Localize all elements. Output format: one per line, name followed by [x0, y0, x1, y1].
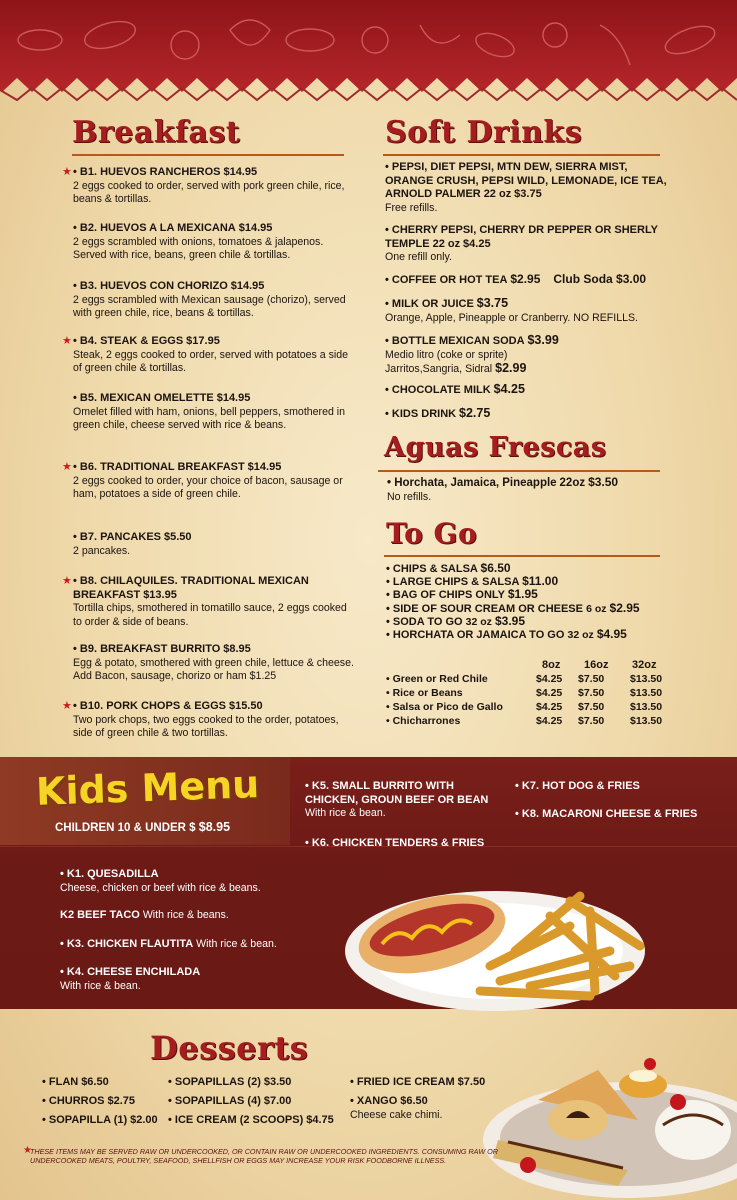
breakfast-item: [73, 335, 358, 376]
to-go-item-price: $11.00: [522, 574, 559, 589]
breakfast-item: [73, 700, 358, 741]
aguas-title: Aguas Frescas: [384, 432, 607, 463]
dessert-item-price: $2.75: [107, 1095, 136, 1107]
dessert-item-price: $4.75: [306, 1114, 334, 1126]
drink-name: • CHOCOLATE MILK: [385, 384, 491, 396]
breakfast-item-desc: Omelet filled with ham, onions, bell peppers, smothered in green chile, cheese served with rice & beans.: [73, 405, 346, 432]
kids-item-desc: With rice & bean.: [196, 938, 277, 950]
breakfast-item-price: $14.95: [223, 166, 258, 178]
drink-name: • CHERRY PEPSI, CHERRY DR PEPPER OR SHERLY TEMPLE: [385, 224, 658, 250]
drink-name: • COFFEE OR HOT TEA: [385, 274, 508, 286]
breakfast-item: [73, 166, 358, 207]
to-go-item-size: 6 oz: [586, 602, 607, 615]
to-go-size-table: [386, 658, 670, 728]
drink-desc: Free refills.: [385, 201, 438, 214]
breakfast-item-desc: Two pork chops, two eggs cooked to the order, potatoes, side of green chile & two tortillas.: [73, 713, 339, 740]
to-go-item-price: $1.95: [507, 587, 538, 602]
drink-price: $4.25: [463, 237, 491, 250]
breakfast-item-name: • B7. PANCAKES: [73, 531, 161, 543]
kids-item-name: • K3. CHICKEN FLAUTITA: [60, 938, 194, 950]
to-go-item-price: $3.95: [494, 613, 526, 628]
size-price-row: [386, 686, 670, 700]
breakfast-item-price: $14.95: [247, 461, 282, 473]
size-row-name: • Green or Red Chile: [386, 673, 488, 685]
size-price-row: [386, 700, 670, 714]
breakfast-item-price: $14.95: [216, 392, 251, 404]
breakfast-item-desc: Tortilla chips, smothered in tomatillo sauce, 2 eggs cooked to order & side of beans.: [73, 602, 347, 628]
breakfast-item-desc: 2 pancakes.: [73, 544, 131, 557]
raw-warning-star: ★: [62, 461, 72, 473]
breakfast-item-name: • B3. HUEVOS CON CHORIZO: [73, 280, 228, 292]
kids-item-name: • K5. SMALL BURRITO WITH CHICKEN, GROUN BEEF OR BEAN: [305, 780, 489, 806]
size-header-row: [386, 658, 670, 672]
size-row-price: $7.50: [578, 687, 605, 699]
desserts-title: Desserts: [150, 1029, 309, 1067]
drink-extra: Club Soda $3.00: [553, 272, 647, 286]
drink-name: • BOTTLE MEXICAN SODA: [385, 335, 525, 347]
aguas-price: $3.50: [588, 475, 619, 489]
to-go-item-size: 32 oz: [465, 615, 492, 628]
breakfast-item-price: $13.95: [143, 588, 177, 601]
drink-desc: One refill only.: [385, 251, 452, 264]
dessert-item-name: • ICE CREAM (2 SCOOPS): [168, 1114, 304, 1126]
breakfast-item-price: $14.95: [230, 280, 265, 292]
breakfast-item-price: $14.95: [238, 222, 273, 234]
dessert-item-name: • FLAN: [42, 1076, 79, 1088]
size-row-price: $13.50: [630, 687, 663, 699]
kids-item-name: • K6. CHICKEN TENDERS & FRIES: [305, 837, 485, 849]
size-header: 32oz: [632, 659, 657, 671]
raw-warning-star: ★: [62, 700, 72, 712]
drink-price: $2.95: [510, 272, 541, 286]
to-go-item-price: $6.50: [480, 561, 511, 575]
size-header: 8oz: [542, 659, 561, 671]
breakfast-item: [73, 575, 358, 629]
breakfast-title: Breakfast: [72, 115, 241, 150]
aguas-size: 22oz: [559, 477, 586, 489]
breakfast-item: [73, 531, 358, 558]
dessert-item-name: • CHURROS: [42, 1095, 105, 1107]
raw-warning-star: ★: [62, 335, 72, 347]
dessert-item-price: $6.50: [400, 1095, 428, 1107]
size-row-price: $4.25: [536, 673, 563, 685]
dessert-item: [42, 1114, 158, 1128]
breakfast-item-name: • B5. MEXICAN OMELETTE: [73, 392, 214, 404]
dessert-item: [42, 1095, 135, 1109]
size-row-price: $13.50: [630, 701, 663, 713]
breakfast-item-price: $15.50: [228, 700, 263, 712]
breakfast-rule: [72, 154, 344, 156]
breakfast-item-price: $8.95: [223, 643, 251, 655]
drink-name: • KIDS DRINK: [385, 408, 457, 420]
breakfast-item: [73, 461, 358, 502]
size-row-name: • Rice or Beans: [386, 687, 463, 699]
dessert-item-name: • SOPAPILLAS (4): [168, 1095, 261, 1107]
kids-item-desc: With rice & bean.: [60, 979, 141, 992]
dessert-item-desc: Cheese cake chimi.: [350, 1108, 443, 1121]
drink-size: 22 oz: [432, 237, 461, 250]
drink-desc: Medio litro (coke or sprite): [385, 348, 508, 361]
drink-item: [385, 407, 685, 422]
breakfast-item-desc: 2 eggs cooked to order, your choice of bacon, sausage or ham, potatoes a side of green chile.: [73, 474, 343, 501]
dessert-item: [168, 1114, 334, 1128]
dessert-item-name: • FRIED ICE CREAM: [350, 1076, 455, 1088]
kids-item: [60, 938, 320, 952]
breakfast-item: [73, 643, 358, 684]
to-go-item: [386, 588, 538, 602]
size-row-price: $13.50: [630, 673, 663, 685]
size-row-price: $13.50: [630, 715, 663, 727]
breakfast-item: [73, 392, 358, 433]
kids-item-name: • K8. MACARONI CHEESE & FRIES: [515, 808, 698, 820]
aguas-desc: No refills.: [387, 490, 432, 503]
to-go-item-name: • LARGE CHIPS & SALSA: [386, 576, 520, 589]
drink-item: [385, 273, 685, 288]
dessert-item-name: • SOPAPILLA (1): [42, 1114, 128, 1126]
breakfast-item-name: • B6. TRADITIONAL BREAKFAST: [73, 461, 245, 473]
drink-price: $3.75: [476, 296, 509, 310]
soft-drinks-title: Soft Drinks: [385, 115, 583, 150]
aguas-item: [387, 476, 677, 504]
drink-name: • PEPSI, DIET PEPSI, MTN DEW, SIERRA MIST, ORANGE CRUSH, PEPSI WILD, LEMONADE, ICE TEA, ARNOLD PALMER: [385, 161, 667, 201]
size-row-price: $4.25: [536, 701, 563, 713]
dessert-item-price: $6.50: [81, 1076, 109, 1088]
size-price-row: [386, 672, 670, 686]
size-row-price: $4.25: [536, 715, 563, 727]
dessert-item-name: • XANGO: [350, 1095, 398, 1107]
breakfast-item: [73, 280, 358, 321]
kids-item: [60, 909, 320, 923]
raw-warning-star: ★: [62, 166, 72, 178]
kids-subtitle-price: $8.95: [198, 820, 231, 834]
desserts-image: [478, 1040, 737, 1200]
dessert-item: [42, 1076, 109, 1090]
to-go-item: [386, 615, 525, 629]
breakfast-item-name: • B1. HUEVOS RANCHEROS: [73, 166, 221, 178]
raw-warning-star: ★: [62, 575, 72, 587]
to-go-item-price: $2.95: [609, 600, 640, 615]
size-row-price: $4.25: [536, 687, 563, 699]
size-row-price: $7.50: [578, 701, 605, 713]
breakfast-item-desc: 2 eggs cooked to order, served with pork green chile, rice, beans & tortillas.: [73, 179, 345, 206]
dessert-item: [350, 1076, 485, 1090]
kids-item: [60, 868, 320, 895]
breakfast-item-desc: Egg & potato, smothered with green chile, lettuce & cheese. Add Bacon, sausage, chorizo or ham $1.25: [73, 656, 354, 683]
size-row-name: • Salsa or Pico de Gallo: [386, 701, 503, 713]
kids-subtitle-text: CHILDREN 10 & UNDER $: [55, 822, 196, 834]
to-go-item: [386, 562, 511, 576]
drink-price: $4.25: [493, 382, 525, 396]
soft-drinks-rule: [383, 154, 660, 156]
size-price-row: [386, 714, 670, 728]
drink-item: [385, 224, 675, 265]
breakfast-item-name: • B8. CHILAQUILES. TRADITIONAL MEXICAN BREAKFAST: [73, 575, 309, 601]
drink-desc-2: Jarritos,Sangria, Sidral: [385, 363, 493, 376]
dessert-item: [168, 1076, 291, 1090]
breakfast-item: [73, 222, 358, 263]
kids-subtitle: [55, 820, 230, 834]
to-go-item-name: • HORCHATA OR JAMAICA TO GO: [386, 629, 565, 641]
dessert-item-price: $7.50: [457, 1076, 486, 1088]
to-go-item-name: • BAG OF CHIPS ONLY: [386, 589, 505, 602]
dessert-item-price: $3.50: [263, 1076, 292, 1088]
dessert-item: [168, 1095, 291, 1109]
dessert-item-name: • SOPAPILLAS (2): [168, 1076, 261, 1088]
to-go-item: [386, 628, 627, 642]
drink-size: 22 oz: [483, 188, 512, 201]
kids-item-name: • K7. HOT DOG & FRIES: [515, 780, 640, 792]
breakfast-item-name: • B10. PORK CHOPS & EGGS: [73, 700, 226, 712]
size-row-name: • Chicharrones: [386, 715, 461, 727]
breakfast-item-desc: 2 eggs scrambled with onions, tomatoes & jalapenos. Served with rice, beans, green chile & tortillas.: [73, 235, 324, 262]
dessert-item-price: $7.00: [263, 1095, 292, 1107]
kids-item: [305, 837, 510, 851]
size-row-price: $7.50: [578, 673, 605, 685]
breakfast-item-desc: Steak, 2 eggs cooked to order, served with potatoes a side of green chile & tortillas.: [73, 348, 349, 375]
kids-item-desc: With rice & bean.: [305, 807, 386, 820]
dessert-item: [350, 1095, 442, 1122]
drink-name: • MILK OR JUICE: [385, 298, 474, 310]
drink-price: $3.75: [514, 188, 542, 201]
aguas-name: • Horchata, Jamaica, Pineapple: [387, 477, 557, 489]
breakfast-item-name: • B4. STEAK & EGGS: [73, 335, 184, 347]
drink-desc: Orange, Apple, Pineapple or Cranberry. NO REFILLS.: [385, 311, 639, 324]
aguas-rule: [378, 470, 660, 472]
breakfast-item-name: • B9. BREAKFAST BURRITO: [73, 643, 221, 655]
kids-item-name: • K4. CHEESE ENCHILADA: [60, 966, 201, 978]
dessert-item-price: $2.00: [130, 1114, 158, 1126]
disclaimer-star: ★: [23, 1145, 32, 1156]
to-go-item-name: • SODA TO GO: [386, 615, 463, 628]
to-go-title: To Go: [386, 517, 478, 550]
drink-item: [385, 161, 675, 215]
kids-menu-title: Kids Menu: [35, 762, 260, 814]
kids-item: [305, 780, 510, 821]
to-go-rule: [384, 555, 660, 557]
drink-item: [385, 383, 685, 398]
size-row-price: $7.50: [578, 715, 605, 727]
kids-item: [60, 966, 320, 993]
breakfast-item-price: $5.50: [163, 531, 192, 543]
drink-item: [385, 334, 685, 377]
drink-price: $3.99: [527, 333, 559, 347]
kids-item: [515, 780, 730, 794]
kids-item: [515, 808, 730, 822]
kids-item-desc: Cheese, chicken or beef with rice & beans.: [60, 881, 261, 894]
kids-item-name: K2 BEEF TACO: [60, 909, 140, 921]
to-go-item-name: • CHIPS & SALSA: [386, 563, 478, 575]
breakfast-item-price: $17.95: [186, 335, 220, 347]
size-header: 16oz: [584, 659, 609, 671]
disclaimer: THESE ITEMS MAY BE SERVED RAW OR UNDERCOOKED, OR CONTAIN RAW OR UNDERCOOKED INGREDIENTS. CONSUMING RAW OR UNDERCOOKED MEATS, POULTRY, SEAFOOD, SHELLFISH OR EGGS MAY INCREASE YOUR RISK FOODBORNE ILLNESS.: [30, 1147, 498, 1165]
drink-item: [385, 297, 685, 325]
to-go-item-price: $4.95: [596, 627, 627, 641]
drink-price-2: $2.99: [495, 361, 527, 376]
breakfast-item-desc: 2 eggs scrambled with Mexican sausage (chorizo), served with green chile, rice, beans & tortillas.: [73, 293, 346, 320]
kids-item-name: • K1. QUESADILLA: [60, 868, 159, 880]
breakfast-item-name: • B2. HUEVOS A LA MEXICANA: [73, 222, 236, 234]
drink-price: $2.75: [459, 406, 491, 420]
hot-dog-fries-image: [340, 856, 650, 1021]
kids-item-desc: With rice & beans.: [142, 909, 229, 921]
top-banner: [0, 0, 737, 110]
to-go-item-name: • SIDE OF SOUR CREAM OR CHEESE: [386, 602, 583, 615]
to-go-item-size: 32 oz: [567, 629, 594, 641]
